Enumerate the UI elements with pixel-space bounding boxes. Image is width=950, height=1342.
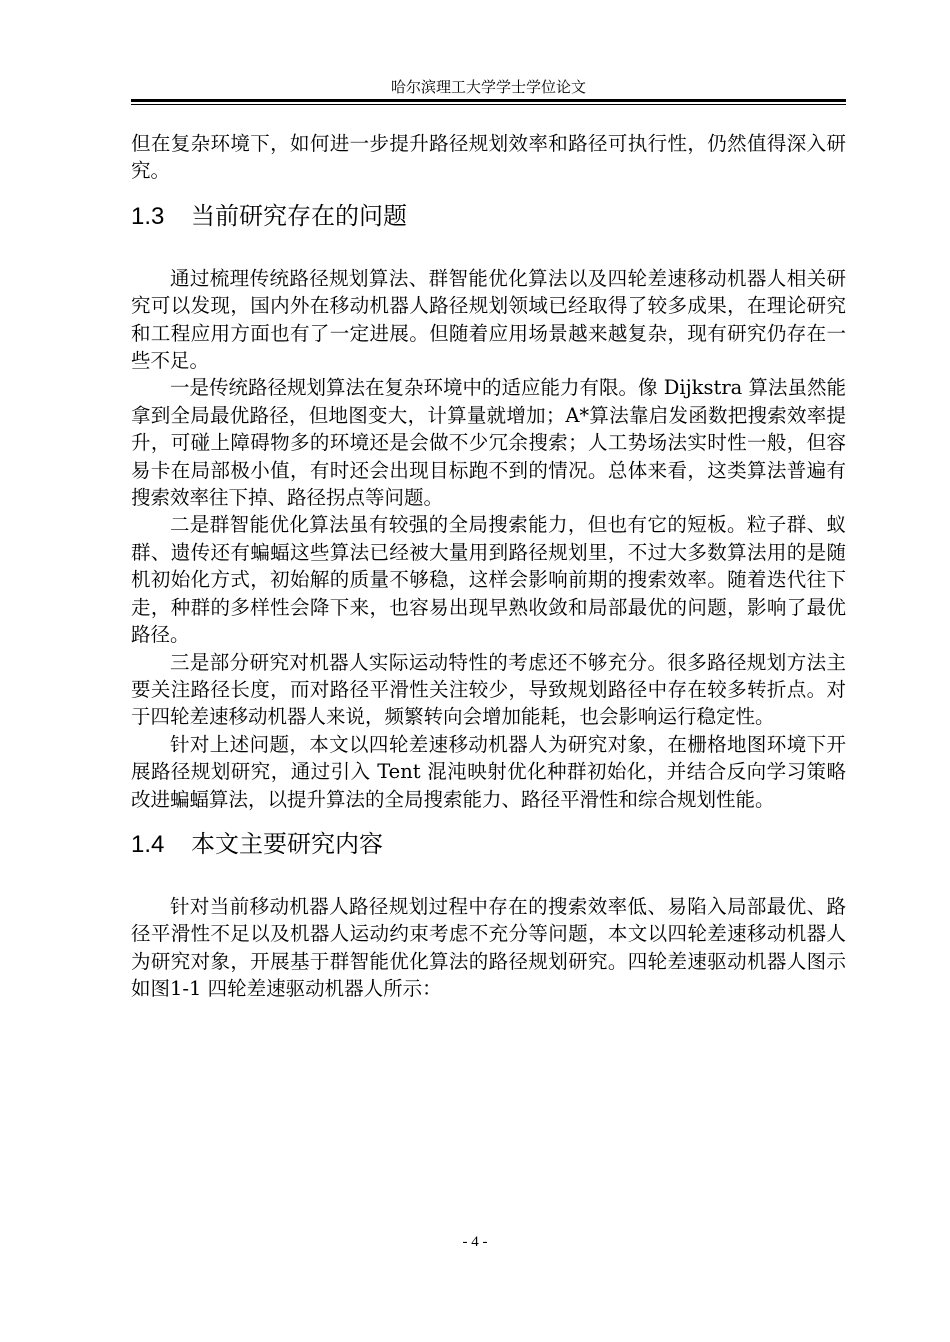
header-rule-thin xyxy=(131,104,846,105)
paragraph: 二是群智能优化算法虽有较强的全局搜索能力，但也有它的短板。粒子群、蚁群、遗传还有蝙蝠这些算法已经被大量用到路径规划里，不过大多数算法用的是随机初始化方式，初始解的质量不够稳，这样会影响前期的搜索效率。随着迭代往下走，种群的多样性会降下来，也容易出现早熟收敛和局部最优的问题，影响了最优路径。 xyxy=(131,513,846,647)
section-heading-1-4 xyxy=(131,827,846,862)
page-number: - 4 - xyxy=(462,1234,488,1250)
section-title: 当前研究存在的问题 xyxy=(191,201,407,230)
section-number: 1.3 xyxy=(131,202,165,230)
paragraph: 一是传统路径规划算法在复杂环境中的适应能力有限。像 Dijkstra 算法虽然能拿到全局最优路径，但地图变大，计算量就增加；A*算法靠启发函数把搜索效率提升，可碰上障碍物多的环境还是会做不少冗余搜索；人工势场法实时性一般，但容易卡在局部极小值，有时还会出现目标跑不到的情况。总体来看，这类算法普遍有搜索效率往下掉、路径拐点等问题。 xyxy=(131,376,846,510)
page-body xyxy=(131,130,846,1003)
paragraph: 三是部分研究对机器人实际运动特性的考虑还不够充分。很多路径规划方法主要关注路径长度，而对路径平滑性关注较少，导致规划路径中存在较多转折点。对于四轮差速移动机器人来说，频繁转向会增加能耗，也会影响运行稳定性。 xyxy=(131,650,846,729)
running-header: 哈尔滨理工大学学士学位论文 xyxy=(390,78,586,96)
section-heading-1-3 xyxy=(131,199,846,234)
intro-paragraph: 但在复杂环境下，如何进一步提升路径规划效率和路径可执行性，仍然值得深入研究。 xyxy=(131,132,846,183)
header-rule-thick xyxy=(131,99,846,102)
section-title: 本文主要研究内容 xyxy=(191,829,383,858)
paragraph: 通过梳理传统路径规划算法、群智能优化算法以及四轮差速移动机器人相关研究可以发现，国内外在移动机器人路径规划领域已经取得了较多成果，在理论研究和工程应用方面也有了一定进展。但随着应用场景越来越复杂，现有研究仍存在一些不足。 xyxy=(131,266,846,373)
section-number: 1.4 xyxy=(131,830,165,858)
paragraph: 针对上述问题，本文以四轮差速移动机器人为研究对象，在栅格地图环境下开展路径规划研究，通过引入 Tent 混沌映射优化种群初始化，并结合反向学习策略改进蝙蝠算法，以提升算法的全局搜索能力、路径平滑性和综合规划性能。 xyxy=(131,732,846,811)
paragraph: 针对当前移动机器人路径规划过程中存在的搜索效率低、易陷入局部最优、路径平滑性不足以及机器人运动约束考虑不充分等问题，本文以四轮差速移动机器人为研究对象，开展基于群智能优化算法的路径规划研究。四轮差速驱动机器人图示如图1-1 四轮差速驱动机器人所示： xyxy=(131,894,846,1001)
